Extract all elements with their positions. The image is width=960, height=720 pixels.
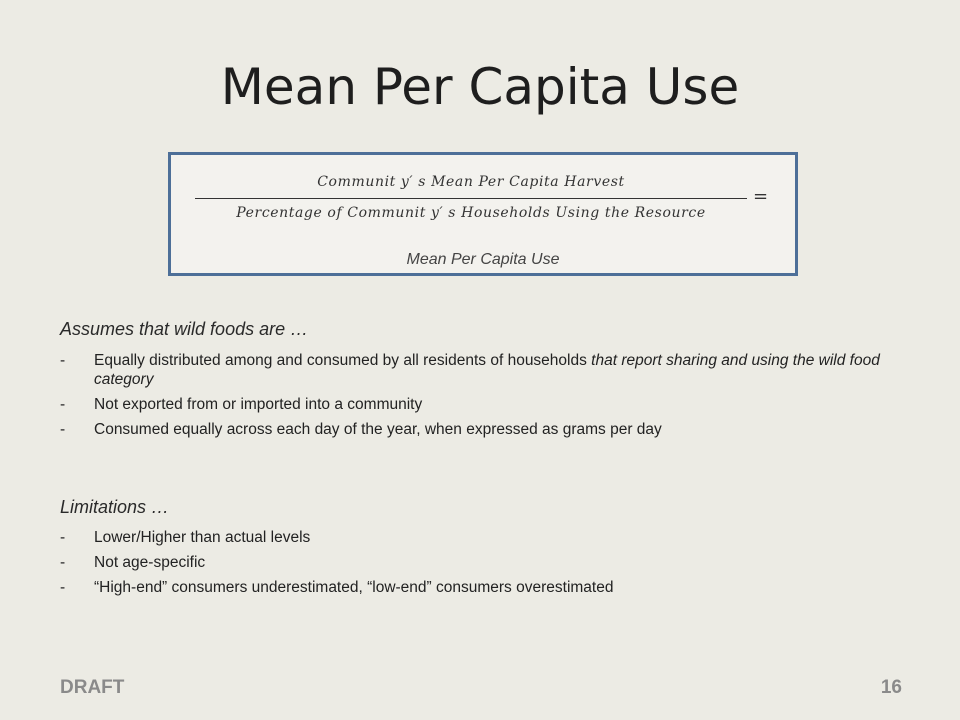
list-item <box>60 528 880 547</box>
list-item <box>60 578 880 597</box>
equals-sign: = <box>753 186 769 207</box>
list-item-text: Not age-specific <box>94 554 206 571</box>
list-dash: - <box>60 579 66 596</box>
list-item-text: Lower/Higher than actual levels <box>94 529 311 546</box>
list-dash: - <box>60 421 66 438</box>
list-item <box>60 395 880 414</box>
formula-numerator: Communit y′ s Mean Per Capita Harvest <box>317 174 625 190</box>
list-item <box>60 351 880 389</box>
fraction-line <box>195 198 747 199</box>
assumptions-list <box>60 351 880 445</box>
draft-label: DRAFT <box>60 677 125 698</box>
formula-denominator: Percentage of Communit y′ s Households Using the Resource <box>236 205 706 221</box>
limitations-list <box>60 528 880 603</box>
list-item-text: Consumed equally across each day of the year, when expressed as grams per day <box>94 421 662 438</box>
limitations-heading: Limitations … <box>60 497 170 517</box>
list-dash: - <box>60 396 66 413</box>
list-item-text: “High-end” consumers underestimated, “low-end” consumers overestimated <box>94 579 614 596</box>
list-dash: - <box>60 529 66 546</box>
formula-caption: Mean Per Capita Use <box>406 251 560 268</box>
list-item-text: Equally distributed among and consumed by all residents of households <box>94 352 592 369</box>
list-item-text: Not exported from or imported into a community <box>94 396 423 413</box>
list-item <box>60 553 880 572</box>
assumptions-heading: Assumes that wild foods are … <box>60 319 309 339</box>
formula-box <box>168 152 798 276</box>
list-item <box>60 420 880 439</box>
slide-title: Mean Per Capita Use <box>220 58 740 116</box>
list-item-italic-text: that report sharing and using the wild food category <box>94 352 880 388</box>
list-dash: - <box>60 554 66 571</box>
page-number: 16 <box>880 677 902 698</box>
list-dash: - <box>60 352 66 369</box>
